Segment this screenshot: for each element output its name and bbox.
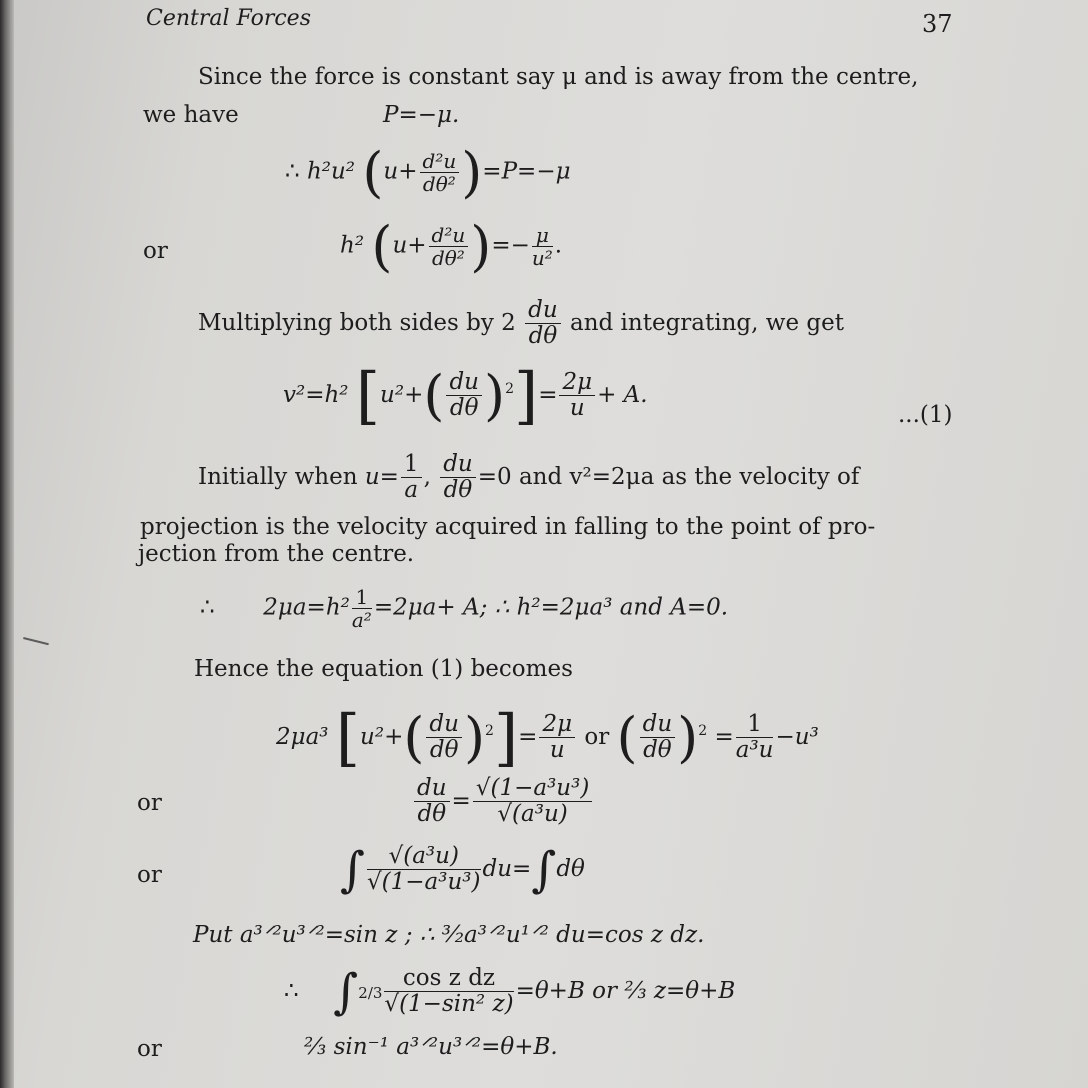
math-term: u²+	[380, 381, 424, 408]
paren-open: (	[423, 364, 445, 428]
math-term: dθ	[556, 855, 585, 882]
fraction-den: u	[549, 737, 565, 764]
fraction	[532, 224, 553, 269]
math-term: u+	[383, 158, 418, 185]
text-part: and integrating, we get	[569, 309, 844, 336]
or-label: or	[137, 790, 162, 816]
math-term: =2μa+ A; ∴ h²=2μa³ and A=0.	[373, 594, 729, 621]
or-label: or	[143, 238, 168, 264]
equation-line	[200, 586, 728, 631]
text-part: Multiplying both sides by 2	[198, 309, 516, 336]
math-term: + A.	[597, 381, 648, 408]
text-part: =0 and v²=2μa as the velocity of	[477, 463, 860, 490]
fraction-num: 1	[736, 712, 774, 738]
or-word: or	[584, 723, 610, 750]
bracket-close: ]	[513, 359, 539, 432]
text-part: Initially when	[198, 463, 358, 490]
fraction	[401, 452, 422, 504]
fraction-num: 1	[401, 452, 422, 478]
or-label: or	[137, 862, 162, 888]
fraction	[414, 776, 450, 828]
equation-line	[284, 963, 736, 1020]
integral-sign: ∫	[531, 841, 557, 898]
math-term: h²u²	[306, 158, 356, 185]
paren-open: (	[362, 140, 384, 204]
fraction-num: du	[446, 370, 482, 396]
math-term: −u³	[775, 723, 819, 750]
fraction-den: dθ	[429, 737, 459, 764]
paren-open: (	[616, 706, 638, 770]
text-line: Initially when u= $\frac{1}{a}$ , $\frac{du}{d\theta}$ =0 and v²=2μa as the velocity of	[198, 451, 860, 504]
equation-line: 2μa³ [u²+( $\frac{du}{d\theta}$ )$^2$]= $\frac{2\mu}{u}$ or ( $\frac{du}{d\theta}$ )$^2$ = $\frac{1}{\text{a³u}}$ −u³	[276, 701, 819, 774]
equation-final: ⅔ sin⁻¹ a³ᐟ²u³ᐟ²=θ+B.	[304, 1034, 558, 1060]
paren-close: )	[483, 364, 506, 428]
fraction-den: √(1−sin² z)	[384, 991, 514, 1018]
fraction	[429, 224, 469, 269]
book-gutter-shadow	[0, 0, 14, 1088]
fraction-den: a	[404, 477, 419, 504]
fraction-num: √(a³u)	[367, 844, 480, 870]
fraction-den: a²	[351, 608, 372, 632]
equation-P: P=−μ.	[383, 102, 460, 128]
fraction	[539, 712, 575, 764]
fraction-num: du	[525, 298, 561, 324]
math-term: 2/3	[358, 983, 383, 1002]
paren-open: (	[371, 214, 393, 278]
fraction-num: du	[440, 452, 476, 478]
equation-line: $\frac{du}{d\theta}$ = $\frac{\text{√(1−a³u³)}}{\text{√(a³u)}}$	[412, 776, 594, 828]
text-line: Hence the equation (1) becomes	[194, 656, 573, 682]
fraction-num: d²u	[429, 224, 469, 247]
fraction-den: dθ²	[422, 172, 456, 196]
fraction-num: du	[426, 712, 462, 738]
fraction-den: a³u	[735, 737, 774, 764]
bracket-close: ]	[493, 701, 519, 774]
fraction	[384, 966, 513, 1018]
paren-close: )	[470, 214, 492, 278]
integral-sign: ∫	[340, 841, 366, 898]
fraction	[640, 712, 676, 764]
fraction-den: dθ	[449, 395, 479, 422]
equation-line	[285, 140, 571, 204]
math-term: u²+	[360, 723, 404, 750]
paren-close: )	[677, 706, 699, 770]
pencil-mark	[21, 637, 49, 653]
text-line: Since the force is constant say μ and is away from the centre,	[198, 64, 919, 90]
paren-close: )	[463, 706, 486, 770]
fraction-den: u	[569, 395, 585, 422]
bracket-open: [	[335, 701, 361, 774]
text-line: Put a³ᐟ²u³ᐟ²=sin z ; ∴ ³⁄₂a³ᐟ²u¹ᐟ² du=cos z dz.	[193, 922, 705, 948]
fraction	[367, 844, 480, 896]
exponent: 2	[485, 723, 494, 740]
math-term: du=	[482, 855, 532, 882]
paren-close: )	[461, 140, 483, 204]
math-term: u+	[392, 232, 427, 259]
fraction-num: 2μ	[539, 712, 575, 738]
fraction-den: dθ²	[431, 246, 465, 270]
text-line	[198, 298, 844, 350]
fraction-num: 2μ	[559, 370, 595, 396]
fraction	[473, 776, 592, 828]
bracket-open: [	[355, 359, 381, 432]
fraction-den: dθ	[643, 737, 672, 764]
fraction	[352, 586, 372, 631]
fraction-den: √(1−a³u³)	[367, 869, 481, 896]
or-label: or	[137, 1036, 162, 1062]
fraction-num: d²u	[420, 150, 460, 173]
text-line: jection from the centre.	[138, 541, 415, 567]
fraction	[446, 370, 482, 422]
fraction-den: dθ	[417, 801, 447, 828]
running-title: Central Forces	[146, 6, 311, 31]
math-term: 2μa=h²	[263, 594, 350, 621]
fraction-den: √(a³u)	[497, 801, 568, 828]
fraction-num: du	[414, 776, 450, 802]
math-term: v²=h²	[283, 381, 349, 408]
math-term: =P=−μ	[482, 158, 571, 185]
integral-sign: ∫	[333, 963, 359, 1020]
equation-line: h² (u+ $\frac{\text{d²u}}{\text{dθ²}}$ )=− $\frac{\mu}{\text{u²}}$ .	[340, 214, 563, 278]
page-number: 37	[922, 10, 953, 38]
therefore-symbol: ∴	[200, 594, 215, 621]
paren-open: (	[403, 706, 425, 770]
fraction	[420, 150, 460, 195]
fraction	[426, 712, 462, 764]
fraction-den: dθ	[443, 477, 473, 504]
math-term: u=	[364, 463, 399, 490]
therefore-symbol: ∴	[285, 158, 300, 185]
exponent: 2	[698, 723, 708, 740]
therefore-symbol: ∴	[284, 977, 299, 1004]
fraction	[559, 370, 595, 422]
math-term: =−	[491, 232, 530, 259]
math-term: h²	[340, 232, 365, 259]
fraction-num: du	[640, 712, 676, 738]
fraction	[525, 298, 561, 350]
text-line: projection is the velocity acquired in falling to the point of pro-	[140, 514, 876, 540]
equation-tag: ...(1)	[898, 402, 953, 428]
math-term: 2μa³	[276, 723, 329, 750]
fraction-num: √(1−a³u³)	[473, 776, 592, 802]
equation-1: v²=h² [u²+( $\frac{du}{d\theta}$ )$^2$]= $\frac{2\mu}{u}$ + A.	[283, 359, 648, 432]
fraction-den: u²	[531, 246, 553, 270]
fraction-num: cos z dz	[384, 966, 513, 992]
fraction-num: 1	[352, 586, 372, 609]
fraction-num: μ	[532, 224, 553, 247]
fraction	[440, 452, 476, 504]
math-term: =θ+B or ⅔ z=θ+B	[515, 977, 736, 1004]
equation-line	[340, 841, 585, 898]
fraction	[736, 712, 774, 764]
fraction-den: dθ	[528, 323, 558, 350]
exponent: 2	[505, 381, 514, 398]
text-line: we have	[143, 102, 239, 128]
